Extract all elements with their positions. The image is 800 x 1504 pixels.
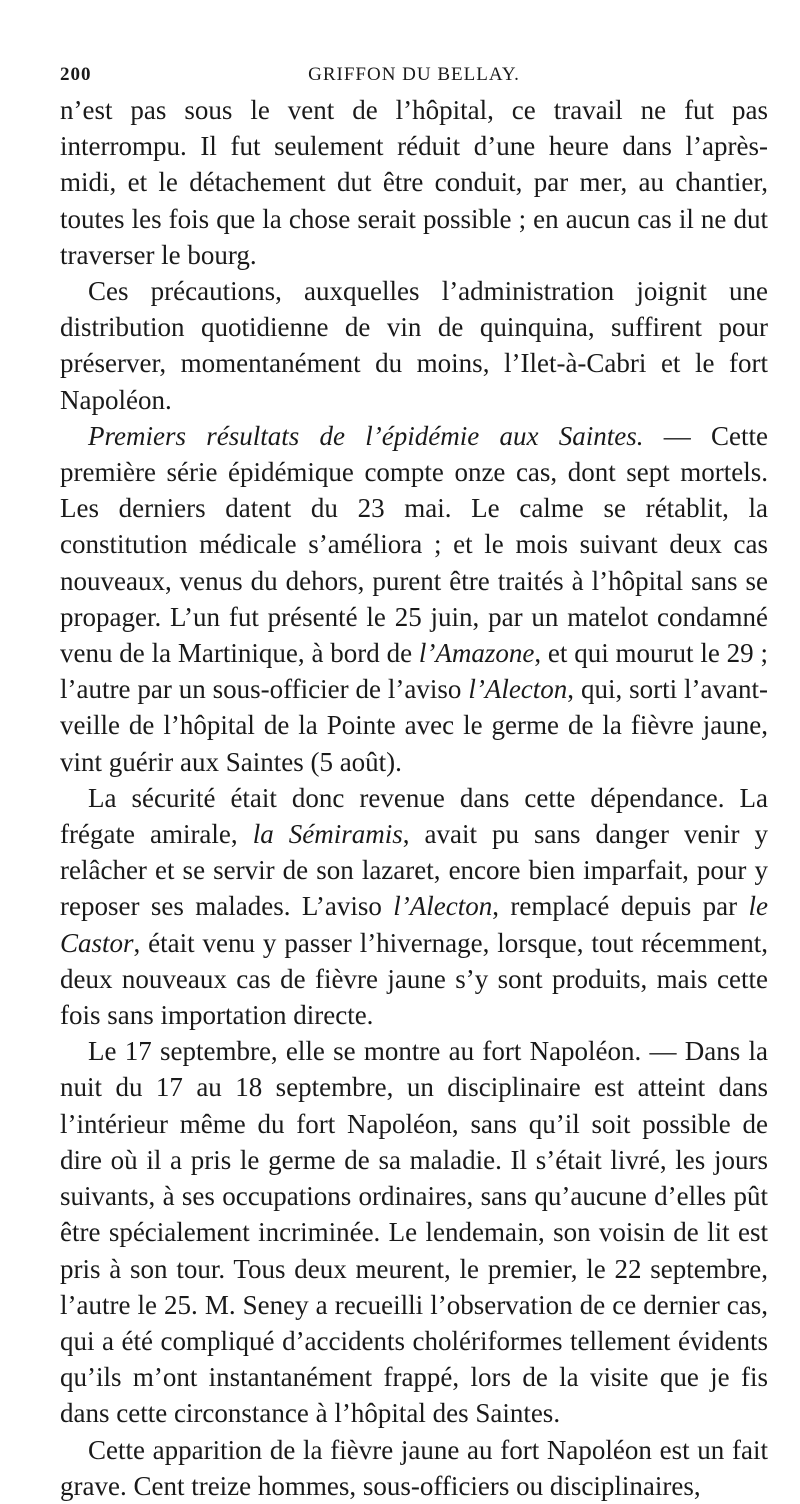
ship-name-alecton-2: l’Alecton (393, 891, 493, 922)
paragraph-fort-napoleon: Le 17 septembre, elle se montre au fort Napoléon. — Dans la nuit du 17 au 18 septembre, un disciplinaire est atteint dans l’intérieur même du fort Napoléon, sans qu’il soit possible de dire où il a pris le germe de sa maladie. Il s’était livré, les jours suivants, à ses occupations ordinaires, sans qu’aucune d’elles pût être spécialement incriminée. Le lendemain, son voisin de lit est pris à son tour. Tous deux meurent, le premier, le 22 septembre, l’autre le 25. M. Seney a recueilli l’observation de ce dernier cas, qui a été compliqué d’accidents cholériformes tellement évidents qu’ils m’ont instantanément frappé, lors de la visite que je fis dans cette circonstance à l’hôpital des Saintes. (60, 1036, 768, 1429)
text-span: , et qui mourut le 29 ; l’autre par un sous-officier de l’aviso (60, 638, 768, 705)
paragraph-first-results (60, 418, 768, 780)
ship-name-amazone: l’Amazone (418, 638, 535, 669)
paragraph-security (60, 780, 768, 1033)
running-title: GRIFFON DU BELLAY. (308, 64, 520, 85)
ship-name-alecton: l’Alecton (468, 674, 568, 705)
book-page (60, 58, 768, 1504)
page-body (60, 92, 768, 1504)
text-span: , remplacé depuis par (492, 891, 749, 922)
section-heading: Premiers résultats de l’épidémie aux Saintes. (88, 420, 644, 451)
ship-name-castor: le Castor (60, 891, 768, 958)
page-number: 200 (60, 64, 92, 85)
paragraph-continued: n’est pas sous le vent de l’hôpital, ce travail ne fut pas interrompu. Il fut seulement réduit d’une heure dans l’après-midi, et le détachement dut être conduit, par mer, au chantier, toutes les fois que la chose serait possible ; en aucun cas il ne dut traverser le bourg. (60, 95, 768, 270)
text-span: , qui, sorti l’avant-veille de l’hôpital de la Pointe avec le germe de la fièvre jaune, vint guérir aux Saintes (5 août). (60, 674, 768, 777)
paragraph-grave-fact: Cette apparition de la fièvre jaune au fort Napoléon est un fait grave. Cent treize hommes, sous-officiers ou disciplinaires, (60, 1434, 768, 1501)
text-span: , avait pu sans danger venir y relâcher et se servir de son lazaret, encore bien imparfait, pour y reposer ses malades. L’aviso (60, 819, 769, 922)
ship-name-semiramis: la Sémiramis (252, 819, 403, 850)
text-span: — Cette première série épidémique compte onze cas, dont sept mortels. Les derniers datent du 23 mai. Le calme se rétablit, la constitution médicale s’améliora ; et le mois suivant deux cas nouveaux, venus du dehors, purent être traités à l’hôpital sans se propager. L’un fut présenté le 25 juin, par un matelot condamné venu de la Martinique, à bord de (60, 420, 768, 669)
text-span: La sécurité était donc revenue dans cette dépendance. La frégate amirale, (60, 782, 768, 850)
page-header (60, 58, 768, 92)
text-span: , était venu y passer l’hivernage, lorsque, tout récemment, deux nouveaux cas de fièvre jaune s’y sont produits, mais cette fois sans importation directe. (60, 927, 768, 1031)
paragraph-precautions: Ces précautions, auxquelles l’administration joignit une distribution quotidienne de vin de quinquina, suffirent pour préserver, momentanément du moins, l’Ilet-à-Cabri et le fort Napoléon. (60, 276, 768, 415)
